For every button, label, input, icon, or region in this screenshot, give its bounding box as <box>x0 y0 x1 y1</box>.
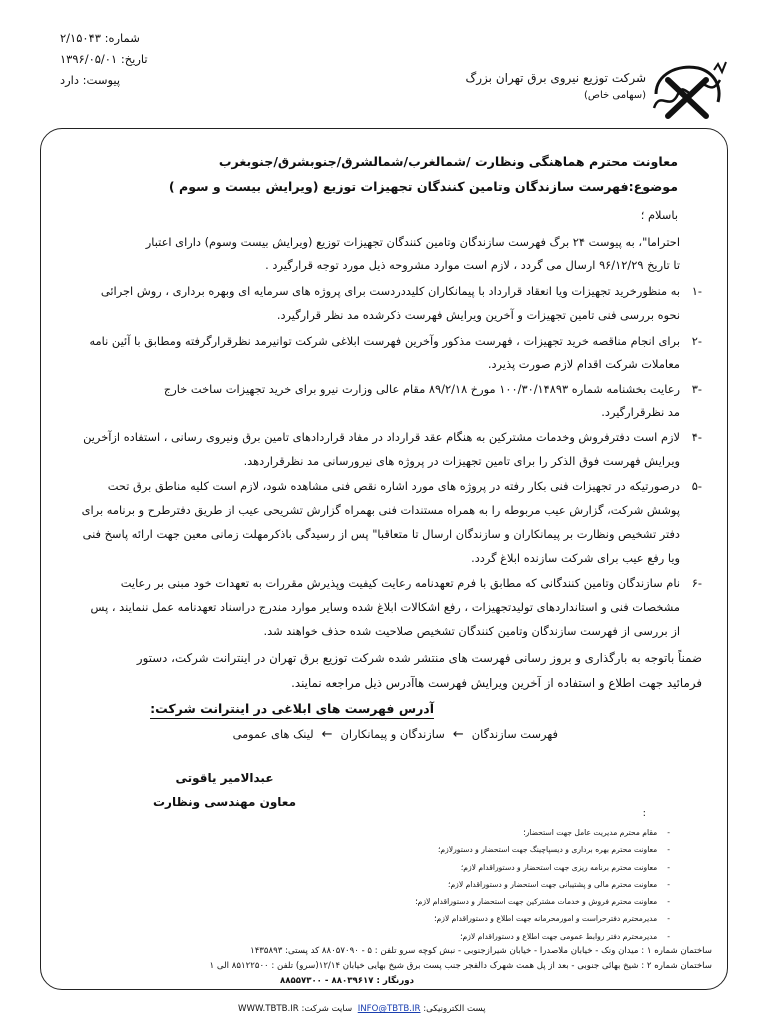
company-block <box>406 70 646 104</box>
arrow-left-icon: ← <box>452 727 464 742</box>
item-number: ۳- <box>691 382 702 396</box>
copy-recipient: - مدیرمحترم دفتر روابط عمومی جهت اطلاع و دستوراقدام لازم؛ <box>310 928 670 945</box>
item-2-line-1: برای انجام مناقصه خرید تجهیزات ، فهرست مذکور وآخرین فهرست ابلاغی شرکت توانیرمد نظرقرارگرفته ومطابق با آئین نامه <box>89 334 680 348</box>
copies-list <box>310 824 670 945</box>
item-3-line-2: مد نظرقرارگیرد. <box>601 405 680 419</box>
copy-recipient: - معاونت محترم مالی و پشتیبانی جهت استحضار و دستوراقدام لازم؛ <box>310 876 670 893</box>
item-5-line-3: دفتر تشخیص ونظارت بر پیمانکاران و سازندگان ارسال تا متعاقبا" پس از رسیدگی باذکرمهلت زمانی معین جهت ارائه پاسخ فنی <box>82 527 680 541</box>
footer-fax: دورنگار : ۸۸۰۳۹۶۱۷ - ۸۸۵۵۷۳۰۰ <box>279 976 414 986</box>
footer-web: پست الکترونیکی: INFO@TBTB.IR سایت شرکت: WWW.TBTB.IR <box>238 1004 486 1014</box>
website-link[interactable]: WWW.TBTB.IR <box>238 1004 299 1014</box>
item-number: ۲- <box>691 334 702 348</box>
intranet-path <box>233 724 558 745</box>
copy-recipient: - مدیرمحترم دفترحراست و امورمحرمانه جهت اطلاع و دستوراقدام لازم؛ <box>310 910 670 927</box>
closing-line-1: ضمناً باتوجه به بارگذاری و بروز رسانی فهرست های منتشر شده شرکت توزیع برق تهران در اینترانت شرکت، دستور <box>136 651 702 665</box>
item-number: ۱- <box>691 284 702 298</box>
letter-subject: موضوع:فهرست سازندگان وتامین کنندگان تجهیزات توزیع (ویرایش بیست و سوم ) <box>168 179 678 194</box>
letter-date: تاریخ: ۱۳۹۶/۰۵/۰۱ <box>60 52 148 66</box>
footer <box>48 944 734 989</box>
copies-marker: : <box>642 808 646 819</box>
item-4-line-1: لازم است دفترفروش وخدمات مشترکین به هنگام عقد قرارداد در مفاد قراردادهای تامین برق ونیروی رسانی ، استفاده ازآخرین <box>83 430 680 444</box>
intro-line-2: تا تاریخ ۹۶/۱۲/۲۹ ارسال می گردد ، لازم است موارد مشروحه ذیل مورد توجه قرارگیرد . <box>265 258 680 272</box>
item-1-line-2: نحوه بررسی فنی تامین تجهیزات و آخرین ویرایش فهرست ذکرشده مد نظر قرارگیرد. <box>276 308 680 322</box>
letter-recipient: معاونت محترم هماهنگی ونظارت /شمالغرب/شمالشرق/جنوبشرق/جنوبغرب <box>218 154 678 169</box>
item-5-line-4: ویا رفع عیب برای شرکت سازنده ابلاغ گردد. <box>471 551 680 565</box>
item-5-line-1: درصورتیکه در تجهیزات فنی بکار رفته در پروژه های مورد اشاره نقص فنی مشاهده شود، لازم است کلیه مناطق برق تحت <box>107 479 680 493</box>
item-6-line-1: نام سازندگان وتامین کنندگانی که مطابق با فرم تعهدنامه رعایت کیفیت وپذیرش مقررات به تعهدات خود مبنی بر رعایت <box>120 576 680 590</box>
address-heading: آدرس فهرست های ابلاغی در اینترانت شرکت: <box>150 700 434 719</box>
company-type: (سهامی خاص) <box>583 90 646 101</box>
letter-greeting: باسلام ؛ <box>640 208 678 222</box>
item-number: ۵- <box>691 479 702 493</box>
item-3-line-1: رعایت بخشنامه شماره ۱۰۰/۳۰/۱۴۸۹۳ مورخ ۸۹/۲/۱۸ مقام عالی وزارت نیرو برای خرید تجهیزات ساخت خارج <box>163 382 680 396</box>
signer-title: معاون مهندسی ونظارت <box>152 795 296 809</box>
item-number: ۶- <box>691 576 702 590</box>
letter-number: شماره: ۲/۱۵۰۴۳ <box>60 31 140 45</box>
item-2-line-2: معاملات شرکت اقدام لازم صورت پذیرد. <box>487 357 680 371</box>
item-5-line-2: پوشش شرکت، گزارش عیب مربوطه را به همراه مستندات فنی بهمراه گزارش تشریحی عیب از طریق دفترطرح و برنامه برای <box>81 503 680 517</box>
email-link[interactable]: INFO@TBTB.IR <box>357 1004 421 1014</box>
intro-line-1: احتراما"، به پیوست ۲۴ برگ فهرست سازندگان وتامین کنندگان تجهیزات توزیع (ویرایش بیست وسوم) دارای اعتبار <box>145 235 680 249</box>
signature-block <box>153 766 296 814</box>
footer-building-2: ساختمان شماره ۲ : شیخ بهائی جنوبی - بعد از پل همت شهرک دالفجر جنب پست برق شیخ بهایی خیابان ۱۲/۱۴(سرو) تلفن : ۸۵۱۲۲۵۰۰ الی ۱ <box>209 961 712 971</box>
path-item: سازندگان و پیمانکاران <box>340 727 445 741</box>
company-logo-icon <box>648 60 728 122</box>
copy-recipient: - معاونت محترم بهره برداری و دیسپاچینگ جهت استحضار و دستورلازم؛ <box>310 841 670 858</box>
copy-recipient: - معاونت محترم فروش و خدمات مشترکین جهت استحضار و دستوراقدام لازم؛ <box>310 893 670 910</box>
letter-attachment: پیوست: دارد <box>60 73 121 87</box>
footer-building-1: ساختمان شماره ۱ : میدان ونک - خیابان ملاصدرا - خیابان شیرازجنوبی - نبش کوچه سرو تلفن : ۵ - ۸۸۰۵۷۰۹۰ کد پستی: ۱۴۳۵۸۹۳ <box>250 946 712 956</box>
signer-name: عبدالامیر یاقوتی <box>175 771 274 785</box>
path-item: لینک های عمومی <box>232 727 314 741</box>
item-6-line-2: مشخصات فنی و استانداردهای تولیدتجهیزات ، رفع اشکالات ابلاغ شده وسایر موارد مندرج دراسناد تعهدنامه عمل ننمایند ، پس <box>90 600 680 614</box>
arrow-left-icon: ← <box>321 727 333 742</box>
letter-meta <box>60 28 260 91</box>
item-1-line-1: به منظورخرید تجهیزات ویا انعقاد قرارداد با پیمانکاران کلیددردست برای پروژه های سرمایه ای وبهره برداری ، روش اجرائی <box>100 284 680 298</box>
copy-recipient: - مقام محترم مدیریت عامل جهت استحضار؛ <box>310 824 670 841</box>
copy-recipient: - معاونت محترم برنامه ریزی جهت استحضار و دستوراقدام لازم؛ <box>310 859 670 876</box>
path-item: فهرست سازندگان <box>471 727 558 741</box>
item-number: ۴- <box>691 430 702 444</box>
item-6-line-3: از بررسی از فهرست سازندگان وتامین کنندگان تشخیص صلاحیت شده حذف خواهند شد. <box>263 624 680 638</box>
item-4-line-2: ویرایش فهرست فوق الذکر را برای تامین تجهیزات در پروژه های نیرورسانی مد نظرقراردهد. <box>243 454 680 468</box>
company-name: شرکت توزیع نیروی برق تهران بزرگ <box>465 71 646 85</box>
closing-line-2: فرمائید جهت اطلاع و استفاده از آخرین ویرایش فهرست هاآدرس ذیل مراجعه نمایند. <box>291 676 702 690</box>
